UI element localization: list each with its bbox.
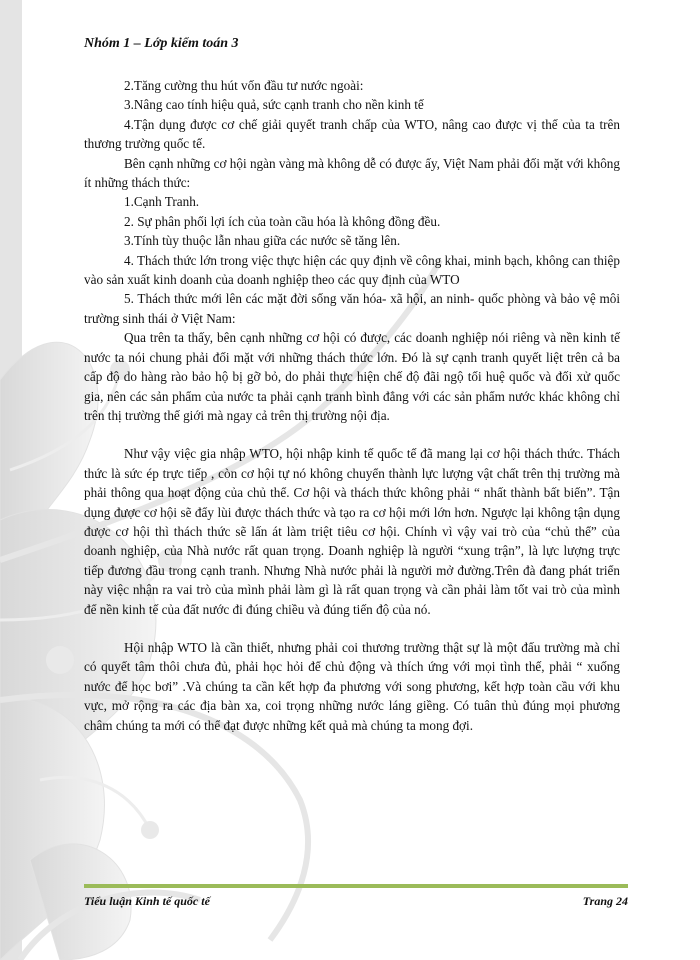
body-paragraph: 4. Thách thức lớn trong việc thực hiện các quy định về công khai, minh bạch, không can thiệp vào sản xuất kinh doanh của doanh nghiệp theo các quy định của WTO: [84, 252, 621, 288]
body-paragraph: 3.Tính tùy thuộc lẫn nhau giữa các nước sẽ tăng lên.: [124, 233, 401, 249]
body-paragraph: 2. Sự phân phối lợi ích của toàn cầu hóa là không đồng đều.: [124, 213, 441, 229]
body-paragraph: 1.Cạnh Tranh.: [124, 194, 200, 210]
body-paragraph: Bên cạnh những cơ hội ngàn vàng mà không dễ có được ấy, Việt Nam phải đối mặt với không ít những thách thức:: [84, 155, 620, 191]
body-paragraph: 2.Tăng cường thu hút vốn đầu tư nước ngoài:: [124, 78, 364, 93]
body-paragraph: Qua trên ta thấy, bên cạnh những cơ hội có được, các doanh nghiệp nói riêng và nền kinh tế nước ta nói chung phải đối mặt với những thách thức lớn. Đó là sự cạnh tranh quyết liệt trên cả ba cấp độ do hàng rào bảo hộ bị gỡ bỏ, do phải thực hiện chế độ đãi ngộ tối huệ quốc và đối xử quốc gia, nên các sản phẩm của nước ta phải cạnh tranh bình đẳng với các sản phẩm nước khác không chỉ trên thị trường thế giới mà ngay cả trên thị trường nội địa.: [84, 330, 620, 423]
body-paragraph: Như vậy việc gia nhập WTO, hội nhập kinh tế quốc tế đã mang lại cơ hội thách thức. Thách thức là sức ép trực tiếp , còn cơ hội tự nó không chuyển thành lực lượng vật chất trên thị trường mà phải thông qua hoạt động của chủ thể. Cơ hội và thách thức không phải “ nhất thành bất biến”. Tận dụng được cơ hội sẽ đẩy lùi được thách thức và tạo ra cơ hội mới lớn hơn. Ngược lại không tận dụng được cơ hội thì thách thức sẽ lấn át làm triệt tiêu cơ hội. Chính vì vậy vai trò của “chủ thể” của doanh nghiệp, của Nhà nước rất quan trọng. Doanh nghiệp là người “xung trận”, là lực lượng trực tiếp đương đầu trong cạnh tranh. Nhưng Nhà nước phải là người mở đường.Trên đà đang phát triển này việc nhận ra vai trò của mình phải làm gì là rất quan trọng và cần phải làm tốt vai trò của mình để nền kinh tế của đất nước đi đúng chiều và đúng tiến độ của nó.: [84, 446, 620, 617]
document-body: [84, 76, 620, 735]
body-paragraph: 3.Nâng cao tính hiệu quả, sức cạnh tranh cho nền kinh tế: [124, 97, 424, 113]
body-paragraph: Hội nhập WTO là cần thiết, nhưng phải coi thương trường thật sự là một đấu trường mà chỉ có quyết tâm thôi chưa đủ, phải học hỏi để chủ động và thích ứng với mọi tình thế, phải “ xuống nước để học bơi” .Và chúng ta cần kết hợp đa phương với song phương, kết hợp toàn cầu với khu vực, mở rộng ra các địa bàn xa, coi trọng những nước láng giềng. Có tuân thủ đúng mọi phương châm chúng ta mới có thể đạt được những kết quả mà chúng ta mong đợi.: [84, 639, 620, 733]
footer-title: Tiểu luận Kinh tế quốc tế: [84, 894, 210, 908]
page-number: Trang 24: [582, 894, 628, 908]
page-header-title: Nhóm 1 – Lớp kiểm toán 3: [84, 36, 239, 51]
body-paragraph: 4.Tận dụng được cơ chế giải quyết tranh chấp của WTO, nâng cao được vị thế của ta trên thương trường quốc tế.: [84, 116, 620, 152]
footer-divider: [84, 884, 628, 888]
body-paragraph: 5. Thách thức mới lên các mặt đời sống văn hóa- xã hội, an ninh- quốc phòng và bảo vệ môi trường sinh thái ở Việt Nam:: [84, 291, 620, 326]
